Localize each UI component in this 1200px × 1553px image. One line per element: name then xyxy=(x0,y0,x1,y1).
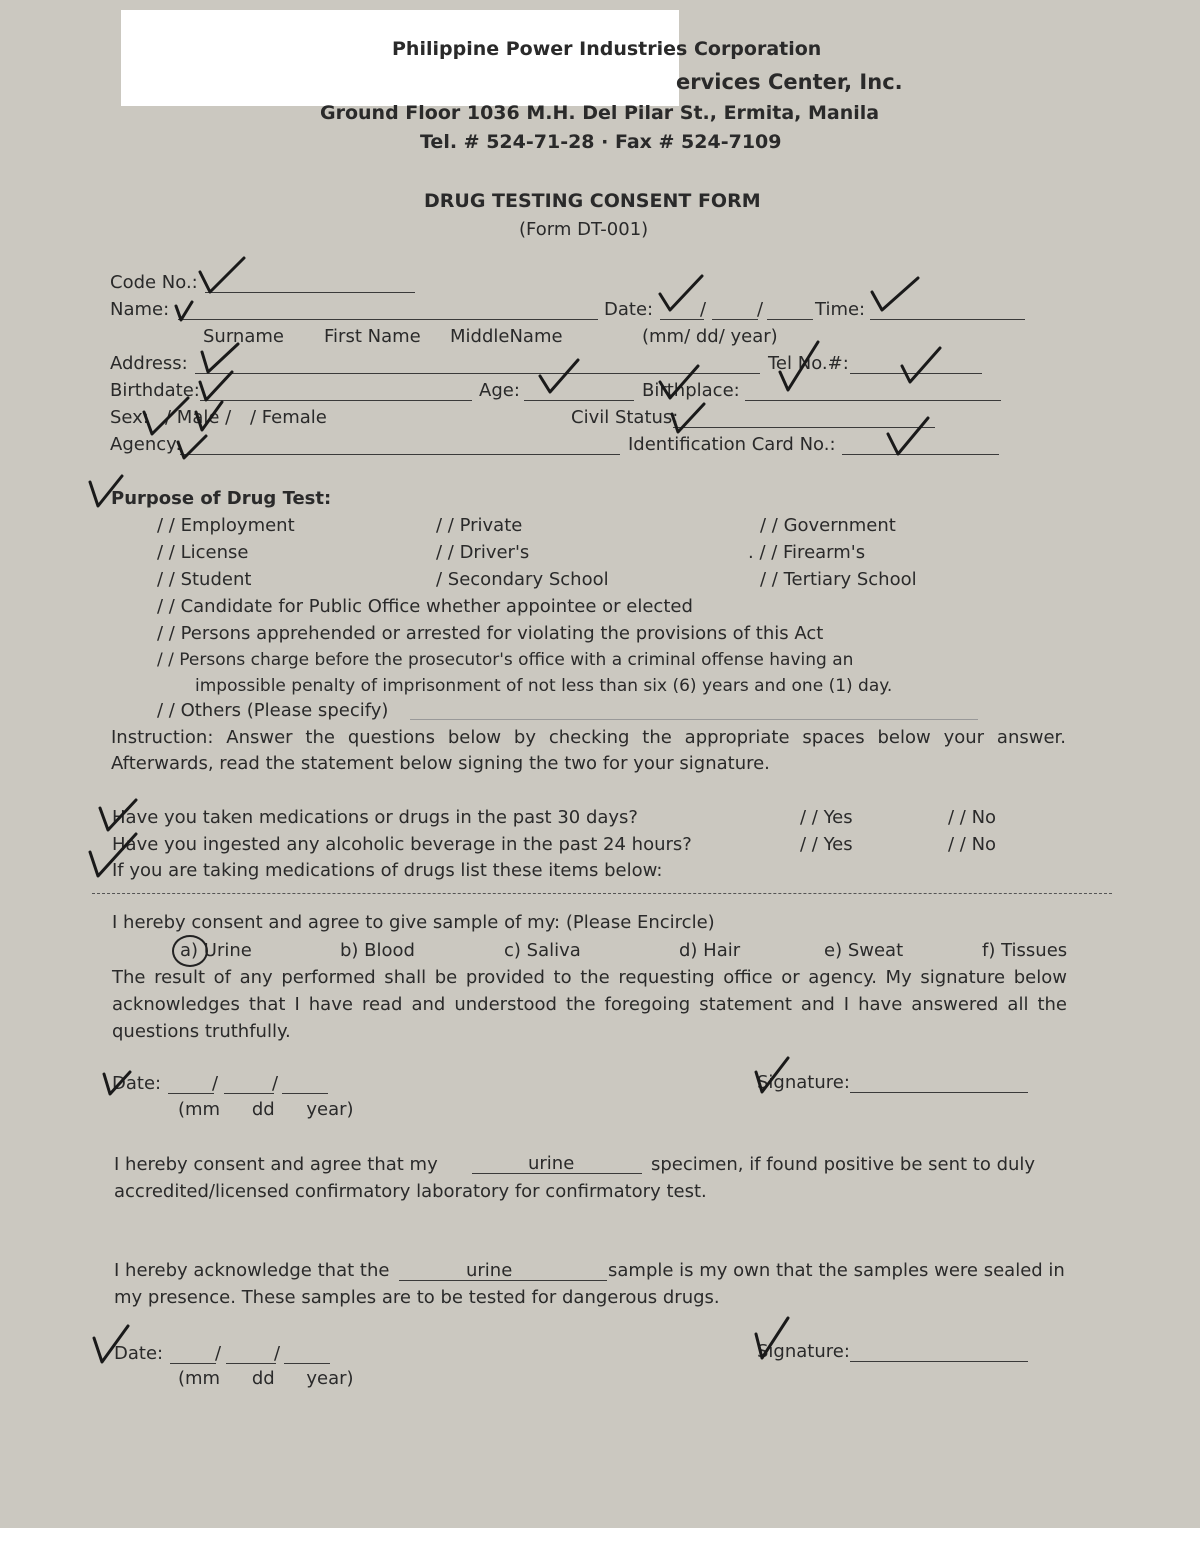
code-no-label: Code No.: xyxy=(110,272,198,293)
company-name: Philippine Power Industries Corporation xyxy=(392,38,822,60)
confirmatory-text-b: specimen, if found positive be sent to duly xyxy=(651,1154,1036,1175)
result-line-2: acknowledges that I have read and understood the foregoing statement and I have answered all the xyxy=(112,994,1067,1015)
agency-field[interactable] xyxy=(180,454,620,455)
date-label-2: Date: xyxy=(114,1343,164,1364)
check-mark-icon xyxy=(656,362,702,402)
sample-saliva-option[interactable]: c) Saliva xyxy=(504,940,581,961)
purpose-tertiary[interactable]: / / Tertiary School xyxy=(760,569,917,590)
sex-male-option[interactable]: / Male / xyxy=(165,407,232,428)
check-mark-icon xyxy=(174,432,210,462)
q1-no-option[interactable]: / / No xyxy=(948,807,997,828)
question-alcohol: Have you ingested any alcoholic beverage in the past 24 hours? xyxy=(112,834,692,855)
purpose-license[interactable]: / / License xyxy=(157,542,249,563)
urine-circle-mark xyxy=(172,935,208,967)
signature-field-1[interactable] xyxy=(850,1092,1028,1093)
age-label: Age: xyxy=(479,380,520,401)
time-field[interactable] xyxy=(870,319,1025,320)
date-slash: / xyxy=(757,299,764,320)
check-mark-icon xyxy=(86,472,126,510)
name-label: Name: xyxy=(110,299,170,320)
check-mark-icon xyxy=(86,830,140,880)
check-mark-icon xyxy=(776,338,822,396)
acknowledge-text-b: sample is my own that the samples were sealed in xyxy=(608,1260,1065,1281)
sex-female-option[interactable]: / Female xyxy=(250,407,327,428)
birthdate-field[interactable] xyxy=(200,400,472,401)
date-caption-1: (mm dd year) xyxy=(178,1099,354,1120)
sample-sweat-option[interactable]: e) Sweat xyxy=(824,940,904,961)
date1-slash: / xyxy=(272,1073,279,1094)
date1-mm-field[interactable] xyxy=(168,1093,214,1094)
q2-no-option[interactable]: / / No xyxy=(948,834,997,855)
age-field[interactable] xyxy=(524,400,634,401)
signature-field-2[interactable] xyxy=(850,1361,1028,1362)
birthplace-field[interactable] xyxy=(745,400,1001,401)
agency-label: Agency: xyxy=(110,434,182,455)
birthdate-label: Birthdate: xyxy=(110,380,200,401)
purpose-firearms[interactable]: . / / Firearm's xyxy=(748,542,866,563)
check-mark-icon xyxy=(536,356,582,396)
purpose-candidate[interactable]: / / Candidate for Public Office whether appointee or elected xyxy=(157,596,693,617)
date2-dd-field[interactable] xyxy=(226,1363,276,1364)
purpose-heading: Purpose of Drug Test: xyxy=(111,488,332,509)
civil-status-label: Civil Status: xyxy=(571,407,679,428)
sample-blood-option[interactable]: b) Blood xyxy=(340,940,415,961)
signature-label-1: Signature: xyxy=(757,1072,850,1093)
acknowledge-text-a: I hereby acknowledge that the xyxy=(114,1260,390,1281)
confirmatory-specimen-value: urine xyxy=(528,1153,575,1174)
center-name: ervices Center, Inc. xyxy=(676,70,903,94)
tel-no-label: Tel No.#: xyxy=(768,353,849,374)
question-medications: Have you taken medications or drugs in the past 30 days? xyxy=(112,807,638,828)
date2-slash: / xyxy=(274,1343,281,1364)
date-format-caption: (mm/ dd/ year) xyxy=(642,326,778,347)
date1-slash: / xyxy=(212,1073,219,1094)
consent-sample-text: I hereby consent and agree to give sample of my: (Please Encircle) xyxy=(112,912,715,933)
form-title: DRUG TESTING CONSENT FORM xyxy=(424,190,761,212)
purpose-others[interactable]: / / Others (Please specify) xyxy=(157,700,389,721)
date-dd-field[interactable] xyxy=(712,319,758,320)
tel-fax-line: Tel. # 524-71-28 · Fax # 524-7109 xyxy=(420,131,782,153)
date-slash: / xyxy=(700,299,707,320)
sample-hair-option[interactable]: d) Hair xyxy=(679,940,741,961)
purpose-secondary[interactable]: / Secondary School xyxy=(436,569,609,590)
birthplace-label: Birthplace: xyxy=(642,380,740,401)
acknowledge-sample-value: urine xyxy=(466,1260,513,1281)
check-mark-icon xyxy=(172,298,198,324)
check-mark-icon xyxy=(192,398,226,434)
id-card-label: Identification Card No.: xyxy=(628,434,836,455)
sample-tissues-option[interactable]: f) Tissues xyxy=(982,940,1068,961)
check-mark-icon xyxy=(196,254,248,296)
address-label: Address: xyxy=(110,353,188,374)
date-yy-field[interactable] xyxy=(767,319,813,320)
purpose-employment[interactable]: / / Employment xyxy=(157,515,295,536)
purpose-government[interactable]: / / Government xyxy=(760,515,896,536)
sex-label: Sex: xyxy=(110,407,149,428)
check-mark-icon xyxy=(868,272,922,316)
date-label: Date: xyxy=(604,299,654,320)
purpose-student[interactable]: / / Student xyxy=(157,569,252,590)
q1-yes-option[interactable]: / / Yes xyxy=(800,807,853,828)
name-field[interactable] xyxy=(178,319,598,320)
check-mark-icon xyxy=(752,1054,792,1096)
date1-yy-field[interactable] xyxy=(282,1093,328,1094)
others-field[interactable] xyxy=(410,719,978,720)
check-mark-icon xyxy=(668,400,708,436)
instruction-line-2: Afterwards, read the statement below signing the two for your signature. xyxy=(111,753,770,774)
result-line-1: The result of any performed shall be provided to the requesting office or agency. My signature below xyxy=(112,967,1067,988)
purpose-charged-cont: impossible penalty of imprisonment of not less than six (6) years and one (1) day. xyxy=(195,676,893,696)
address-line: Ground Floor 1036 M.H. Del Pilar St., Ermita, Manila xyxy=(320,102,880,124)
confirmatory-text-a: I hereby consent and agree that my xyxy=(114,1154,438,1175)
time-label: Time: xyxy=(815,299,866,320)
date-caption-2: (mm dd year) xyxy=(178,1368,354,1389)
date1-dd-field[interactable] xyxy=(224,1093,274,1094)
date2-mm-field[interactable] xyxy=(170,1363,216,1364)
instruction-line-1: Instruction: Answer the questions below by checking the appropriate spaces below your answer. xyxy=(111,727,1066,748)
purpose-charged[interactable]: / / Persons charge before the prosecutor's office with a criminal offense having an xyxy=(157,650,854,670)
date2-yy-field[interactable] xyxy=(284,1363,330,1364)
date-mm-field[interactable] xyxy=(660,319,704,320)
check-mark-icon xyxy=(884,414,932,458)
q2-yes-option[interactable]: / / Yes xyxy=(800,834,853,855)
section-divider xyxy=(92,893,1112,894)
purpose-apprehended[interactable]: / / Persons apprehended or arrested for violating the provisions of this Act xyxy=(157,623,824,644)
surname-caption: Surname xyxy=(203,326,284,347)
confirmatory-text-c: accredited/licensed confirmatory laboratory for confirmatory test. xyxy=(114,1181,707,1202)
check-mark-icon xyxy=(96,796,140,834)
purpose-drivers[interactable]: / / Driver's xyxy=(436,542,530,563)
acknowledge-text-c: my presence. These samples are to be tested for dangerous drugs. xyxy=(114,1287,720,1308)
date-label-1: Date: xyxy=(112,1073,162,1094)
middle-name-caption: MiddleName xyxy=(450,326,563,347)
first-name-caption: First Name xyxy=(324,326,421,347)
check-mark-icon xyxy=(90,1322,132,1366)
check-mark-icon xyxy=(752,1314,792,1362)
question-list-drugs: If you are taking medications of drugs list these items below: xyxy=(112,860,663,881)
check-mark-icon xyxy=(656,272,708,314)
result-line-3: questions truthfully. xyxy=(112,1021,291,1042)
date2-slash: / xyxy=(215,1343,222,1364)
check-mark-icon xyxy=(898,344,944,386)
purpose-private[interactable]: / / Private xyxy=(436,515,523,536)
sample-urine-option[interactable]: a) Urine xyxy=(180,940,252,961)
signature-label-2: Signature: xyxy=(757,1341,850,1362)
check-mark-icon xyxy=(100,1068,134,1098)
form-code: (Form DT-001) xyxy=(519,219,649,240)
